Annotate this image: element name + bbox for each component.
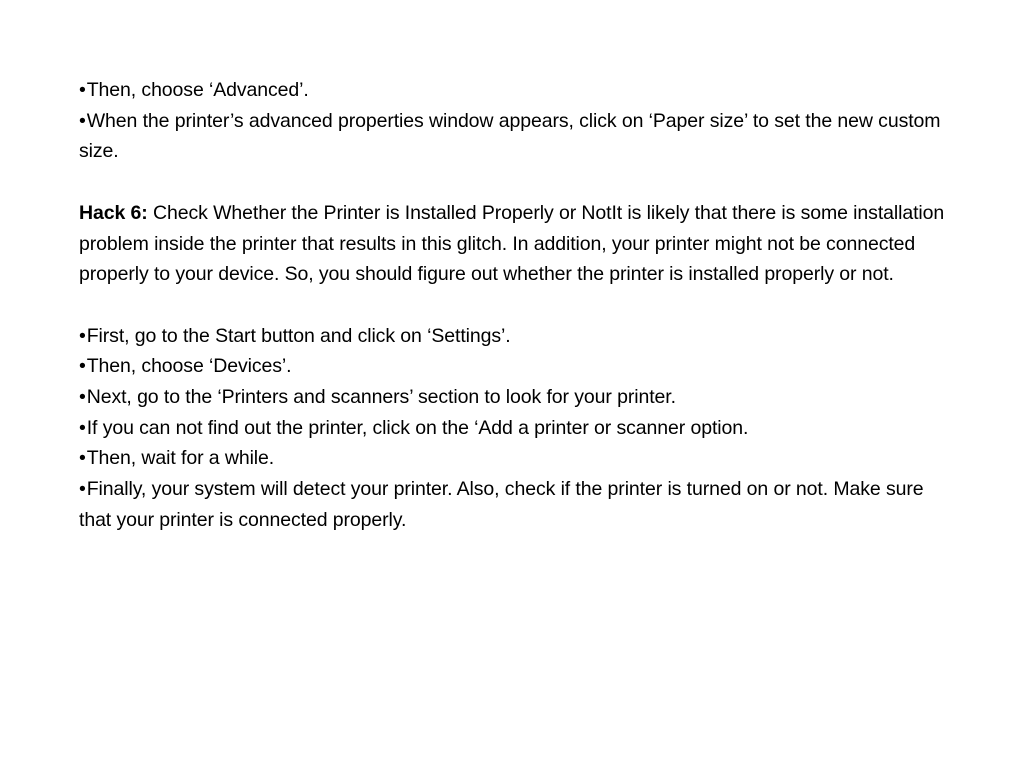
bullet-icon: • (79, 109, 86, 132)
bullet-item (79, 106, 959, 167)
slide-text-body (79, 75, 959, 536)
bullet-text: Then, choose ‘Advanced’. (86, 79, 309, 101)
bullet-item (79, 474, 959, 535)
bullet-text: Then, wait for a while. (86, 447, 275, 470)
bullet-item (79, 382, 959, 413)
bullet-icon: • (79, 447, 86, 470)
bullet-text: When the printer’s advanced properties window appears, click on ‘Paper size’ to set the new custom size. (79, 109, 941, 163)
bullet-icon: • (79, 478, 86, 501)
bullet-icon: • (79, 324, 86, 347)
bullet-item (79, 75, 959, 106)
hack-label: Hack 6: (79, 201, 148, 224)
bullet-icon: • (79, 416, 86, 439)
hack-body: Check Whether the Printer is Installed Properly or NotIt is likely that there is some installation problem inside the printer that results in this glitch. In addition, your printer might not be connected properly to your device. So, you should figure out whether the printer is installed properly or not. (79, 201, 945, 286)
paragraph-spacer (79, 290, 959, 321)
bullet-text: Then, choose ‘Devices’. (86, 355, 292, 378)
paragraph-spacer (79, 167, 959, 198)
bullet-item (79, 413, 959, 444)
hack-paragraph (79, 198, 959, 290)
bullet-item (79, 321, 959, 352)
bullet-text: If you can not find out the printer, click on the ‘Add a printer or scanner option. (86, 416, 749, 439)
bullet-item (79, 443, 959, 474)
bullet-item (79, 351, 959, 382)
bullet-icon: • (79, 355, 86, 378)
bullet-icon: • (79, 79, 86, 101)
bullet-text: First, go to the Start button and click on ‘Settings’. (86, 324, 511, 347)
bullet-text: Finally, your system will detect your printer. Also, check if the printer is turned on or not. Make sure that your printer is connected properly. (79, 478, 924, 531)
bullet-text: Next, go to the ‘Printers and scanners’ section to look for your printer. (86, 386, 676, 408)
bullet-icon: • (79, 386, 86, 408)
